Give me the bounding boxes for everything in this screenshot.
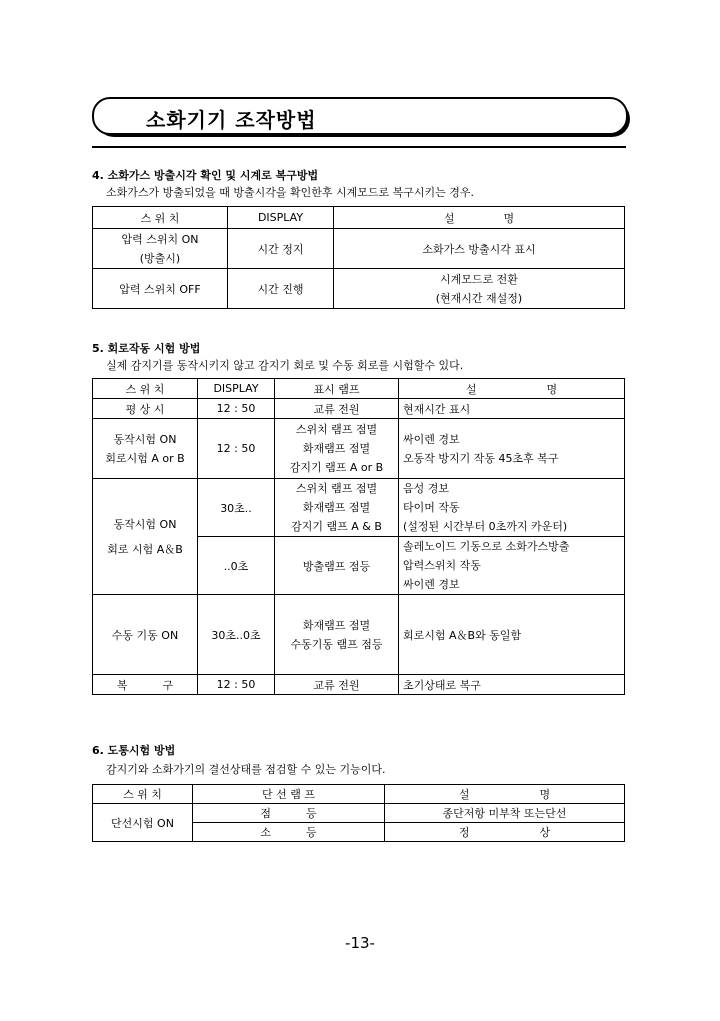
section-6-heading: 6. 도통시험 방법 <box>92 744 176 757</box>
display-cell: 12 : 50 <box>198 399 275 419</box>
description-cell <box>399 479 625 537</box>
lamp-cell: 방출램프 점등 <box>275 537 399 595</box>
switch-text: 회로 시험 A＆B <box>107 542 183 556</box>
display-cell: 12 : 50 <box>198 675 275 695</box>
title-banner <box>92 97 630 137</box>
description-cell <box>399 419 625 479</box>
table-header-row <box>93 207 625 229</box>
description-text: 싸이렌 경보 <box>403 432 460 446</box>
description-cell: 정 상 <box>385 823 625 842</box>
table-row <box>93 229 625 269</box>
lamp-text: 감지기 램프 A & B <box>291 520 382 533</box>
section-5-heading: 5. 회로작동 시험 방법 <box>92 342 201 355</box>
description-cell <box>399 537 625 595</box>
description-text: 시계모드로 전환 <box>440 272 518 286</box>
table-row <box>93 479 625 537</box>
switch-text: (방출시) <box>139 251 181 265</box>
section-6-description: 감지기와 소화가기의 결선상태를 점검할 수 있는 기능이다. <box>106 763 386 776</box>
lamp-cell <box>275 479 399 537</box>
description-cell: 초기상태로 복구 <box>399 675 625 695</box>
header-switch: 스 위 치 <box>93 207 228 229</box>
header-lamp: 단 선 램 프 <box>193 785 385 804</box>
display-cell: 12 : 50 <box>198 419 275 479</box>
section-6-table <box>92 784 625 842</box>
description-text: 싸이렌 경보 <box>403 578 460 591</box>
table-row <box>93 399 625 419</box>
lamp-cell <box>275 595 399 675</box>
header-display: DISPLAY <box>198 379 275 399</box>
switch-cell: 복 구 <box>93 675 198 695</box>
lamp-text: 화재램프 점멸 <box>302 442 371 455</box>
section-4-description: 소화가스가 방출되었을 때 방출시각을 확인한후 시계모드로 복구시키는 경우. <box>106 186 475 199</box>
switch-text: 회로시험 A or B <box>105 451 185 465</box>
table-header-row <box>93 379 625 399</box>
header-description: 설 명 <box>385 785 625 804</box>
lamp-cell: 교류 전원 <box>275 675 399 695</box>
header-display: DISPLAY <box>228 207 334 229</box>
display-cell: 시간 정지 <box>228 229 334 269</box>
display-cell: 30초..0초 <box>198 595 275 675</box>
description-cell: 회로시험 A＆B와 동일함 <box>399 595 625 675</box>
switch-cell: 단선시험 ON <box>93 804 193 842</box>
switch-cell: 평 상 시 <box>93 399 198 419</box>
header-lamp: 표시 램프 <box>275 379 399 399</box>
display-cell: 시간 진행 <box>228 269 334 309</box>
header-description: 설 명 <box>334 207 625 229</box>
display-cell: 30초.. <box>198 479 275 537</box>
lamp-text: 감지기 램프 A or B <box>289 461 384 474</box>
section-5-description: 실제 감지기를 동작시키지 않고 감지기 회로 및 수동 회로를 시험할수 있다. <box>106 359 464 372</box>
lamp-cell: 점 등 <box>193 804 385 823</box>
lamp-cell <box>275 419 399 479</box>
lamp-text: 스위치 램프 점멸 <box>295 482 378 495</box>
lamp-text: 스위치 램프 점멸 <box>295 423 378 436</box>
switch-text: 동작시험 ON <box>113 432 177 446</box>
lamp-cell: 교류 전원 <box>275 399 399 419</box>
title-rule <box>92 146 626 148</box>
title-banner-box <box>92 97 628 135</box>
description-text: (설정된 시간부터 0초까지 카운터) <box>403 520 568 533</box>
switch-cell <box>93 229 228 269</box>
table-row <box>93 804 625 823</box>
section-4-table <box>92 206 625 309</box>
lamp-cell: 소 등 <box>193 823 385 842</box>
table-row <box>93 595 625 675</box>
table-row <box>93 269 625 309</box>
header-description: 설 명 <box>399 379 625 399</box>
switch-cell: 수동 기동 ON <box>93 595 198 675</box>
table-header-row <box>93 785 625 804</box>
description-text: (현재시간 재설정) <box>435 291 523 305</box>
description-text: 압력스위치 작동 <box>403 559 481 572</box>
lamp-text: 화재램프 점멸 <box>302 501 371 514</box>
switch-cell: 압력 스위치 OFF <box>93 269 228 309</box>
description-text: 타이머 작동 <box>403 501 460 514</box>
header-switch: 스 위 치 <box>93 785 193 804</box>
table-row <box>93 419 625 479</box>
switch-text: 동작시험 ON <box>113 517 177 531</box>
description-cell <box>334 269 625 309</box>
description-cell: 소화가스 방출시각 표시 <box>334 229 625 269</box>
description-cell: 종단저항 미부착 또는단선 <box>385 804 625 823</box>
table-row <box>93 675 625 695</box>
description-text: 솔레노이드 기동으로 소화가스방출 <box>403 540 570 553</box>
lamp-text: 화재램프 점멸 <box>302 618 371 632</box>
header-switch: 스 위 치 <box>93 379 198 399</box>
display-cell: ..0초 <box>198 537 275 595</box>
section-4-heading: 4. 소화가스 방출시각 확인 및 시계로 복구방법 <box>92 169 319 182</box>
page-title: 소화기기 조작방법 <box>146 108 317 132</box>
switch-text: 압력 스위치 ON <box>121 232 199 246</box>
switch-cell <box>93 479 198 595</box>
description-cell: 현재시간 표시 <box>399 399 625 419</box>
page-number: -13- <box>345 934 375 952</box>
description-text: 음성 경보 <box>403 482 450 495</box>
section-5-table <box>92 378 625 695</box>
description-text: 오동작 방지기 작동 45초후 복구 <box>403 451 559 465</box>
lamp-text: 수동기동 램프 점등 <box>290 637 383 651</box>
switch-cell <box>93 419 198 479</box>
